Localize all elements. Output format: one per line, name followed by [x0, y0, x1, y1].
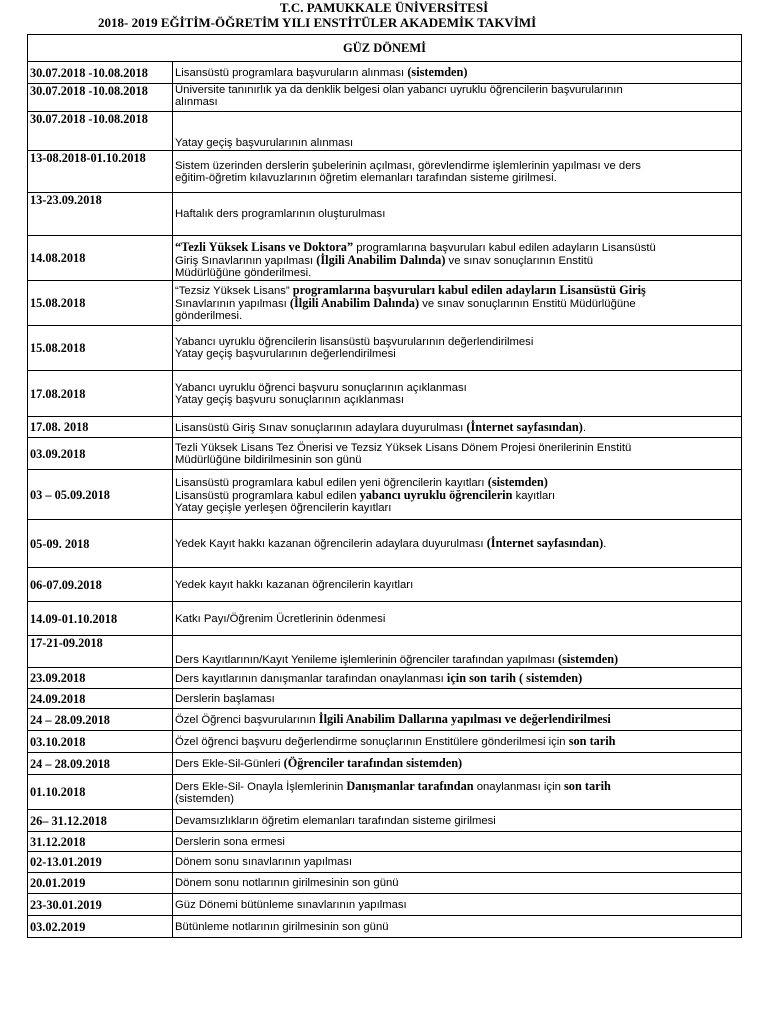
row-date: 24 – 28.09.2018	[28, 753, 173, 775]
description-line	[175, 394, 739, 406]
row-description	[173, 326, 742, 371]
row-date: 03 – 05.09.2018	[28, 470, 173, 520]
row-description	[173, 62, 742, 84]
description-text: kayıtları	[512, 489, 556, 502]
calendar-row	[28, 873, 742, 894]
description-line	[175, 780, 739, 793]
calendar-row	[28, 832, 742, 852]
row-description	[173, 916, 742, 938]
description-line	[175, 66, 739, 79]
description-text: Özel öğrenci başvuru değerlendirme sonuçlarının Enstitülere gönderilmesi için	[175, 736, 569, 748]
row-description	[173, 753, 742, 775]
emphasis-text: (sistemden)	[407, 65, 468, 79]
row-date: 20.01.2019	[28, 873, 173, 894]
row-date: 14.09-01.10.2018	[28, 602, 173, 636]
emphasis-text: için son tarih ( sistemden)	[446, 670, 583, 685]
description-line	[175, 336, 739, 348]
description-line	[175, 442, 739, 454]
description-text: programlarına başvuruları kabul edilen adayların Lisansüstü	[353, 242, 656, 254]
description-line	[175, 815, 739, 827]
description-text: (sistemden)	[175, 792, 235, 805]
description-line	[175, 208, 739, 220]
row-date: 31.12.2018	[28, 832, 173, 852]
calendar-title: 2018- 2019 EĞİTİM-ÖĞRETİM YILI ENSTİTÜLER AKADEMİK TAKVİMİ	[98, 15, 537, 30]
row-description	[173, 852, 742, 873]
row-description	[173, 775, 742, 810]
emphasis-text: yabancı uyruklu öğrencilerin	[359, 487, 513, 502]
row-date: 24 – 28.09.2018	[28, 709, 173, 731]
description-line	[175, 672, 739, 685]
description-text: Yabancı uyruklu öğrencilerin lisansüstü başvurularının değerlendirilmesi	[175, 336, 534, 348]
description-line	[175, 856, 739, 868]
row-date: 01.10.2018	[28, 775, 173, 810]
description-text: Yedek Kayıt hakkı kazanan öğrencilerin adaylara duyurulması	[175, 538, 487, 550]
calendar-row	[28, 810, 742, 832]
row-date: 13-08.2018-01.10.2018	[28, 151, 173, 193]
description-text: Katkı Payı/Öğrenim Ücretlerinin ödenmesi	[175, 612, 386, 625]
description-text: Lisansüstü Giriş Sınav sonuçlarının adaylara duyurulması	[175, 421, 467, 434]
academic-calendar-table	[27, 34, 742, 938]
row-date: 14.08.2018	[28, 236, 173, 281]
row-description	[173, 731, 742, 753]
row-description	[173, 810, 742, 832]
description-line	[175, 693, 739, 705]
calendar-row	[28, 709, 742, 731]
section-header-row	[28, 35, 742, 62]
description-line	[175, 793, 739, 805]
description-text: onaylanması için	[473, 780, 565, 793]
description-text: Ders Ekle-Sil- Onayla İşlemlerinin	[175, 780, 347, 793]
row-description	[173, 689, 742, 709]
description-line	[175, 735, 739, 748]
description-text: eğitim-öğretim kılavuzlarının öğretim elemanları tarafından sisteme girilmesi.	[175, 171, 557, 184]
description-line	[175, 502, 739, 514]
row-date: 17.08.2018	[28, 371, 173, 417]
row-description	[173, 636, 742, 668]
row-description	[173, 568, 742, 602]
emphasis-text: son tarih	[564, 778, 611, 793]
row-description	[173, 668, 742, 689]
row-date: 06-07.09.2018	[28, 568, 173, 602]
calendar-row	[28, 731, 742, 753]
description-line	[175, 137, 739, 149]
description-text: Haftalık ders programlarının oluşturulması	[175, 208, 386, 220]
description-line	[175, 348, 739, 360]
row-description	[173, 873, 742, 894]
calendar-row	[28, 438, 742, 470]
calendar-row	[28, 112, 742, 151]
description-line	[175, 899, 739, 911]
row-description	[173, 151, 742, 193]
description-text: Güz Dönemi bütünleme sınavlarının yapılması	[175, 898, 407, 911]
emphasis-text: (sistemden)	[487, 474, 548, 489]
calendar-row	[28, 916, 742, 938]
description-line	[175, 254, 739, 267]
description-line	[175, 713, 739, 726]
emphasis-text: “Tezli Yüksek Lisans ve Doktora”	[175, 240, 354, 254]
calendar-row	[28, 636, 742, 668]
row-date: 26– 31.12.2018	[28, 810, 173, 832]
description-text: Devamsızlıkların öğretim elemanları tarafından sisteme girilmesi	[175, 814, 496, 827]
description-text: Yatay geçiş başvurularının değerlendirilmesi	[175, 348, 396, 360]
description-line	[175, 537, 739, 550]
row-date: 15.08.2018	[28, 326, 173, 371]
calendar-row	[28, 852, 742, 873]
row-date: 30.07.2018 -10.08.2018	[28, 84, 173, 112]
description-line	[175, 160, 739, 172]
calendar-row	[28, 894, 742, 916]
description-line	[175, 579, 739, 591]
calendar-row	[28, 602, 742, 636]
description-text: Yedek kayıt hakkı kazanan öğrencilerin kayıtları	[175, 578, 414, 591]
row-date: 13-23.09.2018	[28, 193, 173, 236]
calendar-row	[28, 84, 742, 112]
emphasis-text: (İlgili Anabilim Dalında)	[316, 253, 446, 267]
description-line	[175, 836, 739, 848]
description-line	[175, 653, 739, 666]
emphasis-text: (İlgili Anabilim Dalında)	[289, 296, 420, 310]
description-text: ve sınav sonuçlarının Enstitü Müdürlüğüne	[419, 298, 636, 310]
row-description	[173, 894, 742, 916]
description-text: .	[603, 538, 607, 550]
section-title: GÜZ DÖNEMİ	[28, 35, 742, 62]
calendar-row	[28, 753, 742, 775]
description-text: Sınavlarının yapılması	[175, 298, 290, 310]
calendar-row	[28, 417, 742, 438]
emphasis-text: Danışmanlar tarafından	[346, 778, 474, 793]
description-line	[175, 267, 739, 279]
description-line	[175, 921, 739, 933]
row-description	[173, 112, 742, 151]
emphasis-text: (İnternet sayfasından)	[466, 419, 583, 434]
description-text: Yabancı uyruklu öğrenci başvuru sonuçlarının açıklanması	[175, 381, 467, 394]
description-text: Tezli Yüksek Lisans Tez Önerisi ve Tezsiz Yüksek Lisans Dönem Projesi önerilerinin Enstitü	[175, 441, 632, 454]
calendar-body	[28, 35, 742, 938]
row-description	[173, 281, 742, 326]
row-date: 03.10.2018	[28, 731, 173, 753]
calendar-row	[28, 689, 742, 709]
row-date: 30.07.2018 -10.08.2018	[28, 112, 173, 151]
row-date: 03.09.2018	[28, 438, 173, 470]
emphasis-text: programlarına başvuruları kabul edilen adayların Lisansüstü Giriş	[289, 283, 646, 297]
row-description	[173, 236, 742, 281]
description-text: Yatay geçişle yerleşen öğrencilerin kayıtları	[175, 501, 392, 514]
calendar-row	[28, 371, 742, 417]
description-text: Dönem sonu sınavlarının yapılması	[175, 856, 353, 868]
description-text: Sistem üzerinden derslerin şubelerinin açılması, görevlendirme işlemlerinin yapılması ve ders	[175, 159, 641, 172]
description-line	[175, 489, 739, 502]
row-description	[173, 832, 742, 852]
description-text: Lisansüstü programlara kabul edilen	[175, 489, 360, 502]
description-text: “Tezsiz Yüksek Lisans”	[175, 285, 290, 297]
calendar-row	[28, 151, 742, 193]
description-line	[175, 757, 739, 770]
description-text: Derslerin başlaması	[175, 692, 275, 705]
description-text: Yatay geçiş başvurularının alınması	[175, 137, 354, 149]
calendar-row	[28, 281, 742, 326]
emphasis-text: (Öğrenciler tarafından sistemden)	[283, 756, 463, 770]
description-line	[175, 613, 739, 625]
row-description	[173, 520, 742, 568]
description-text: Dönem sonu notlarının girilmesinin son günü	[175, 877, 399, 889]
calendar-row	[28, 193, 742, 236]
description-line	[175, 382, 739, 394]
description-line	[175, 172, 739, 184]
description-text: Özel Öğrenci başvurularının	[175, 714, 319, 726]
calendar-row	[28, 326, 742, 371]
row-date: 23-30.01.2019	[28, 894, 173, 916]
description-text: .	[582, 421, 586, 434]
emphasis-text: (sistemden)	[558, 652, 619, 666]
description-line	[175, 96, 739, 108]
row-date: 23.09.2018	[28, 668, 173, 689]
emphasis-text: son tarih	[568, 734, 616, 748]
description-line	[175, 877, 739, 889]
row-date: 24.09.2018	[28, 689, 173, 709]
emphasis-text: (İnternet sayfasından)	[486, 536, 604, 550]
description-text: alınması	[175, 96, 218, 108]
row-description	[173, 438, 742, 470]
row-date: 02-13.01.2019	[28, 852, 173, 873]
row-description	[173, 709, 742, 731]
description-line	[175, 297, 739, 310]
description-text: Ders Kayıtlarının/Kayıt Yenileme işlemlerinin öğrenciler tarafından yapılması	[175, 654, 559, 666]
description-line	[175, 241, 739, 254]
description-text: Lisansüstü programlara kabul edilen yeni öğrencilerin kayıtları	[175, 476, 488, 489]
calendar-row	[28, 470, 742, 520]
description-text: Derslerin sona ermesi	[175, 835, 285, 848]
description-text: Ders Ekle-Sil-Günleri	[175, 758, 284, 770]
description-line	[175, 284, 739, 297]
description-text: Müdürlüğüne gönderilmesi.	[175, 267, 312, 279]
row-description	[173, 371, 742, 417]
description-line	[175, 310, 739, 322]
description-text: Üniversite tanınırlık ya da denklik belgesi olan yabancı uyruklu öğrencilerin başvurularının	[175, 84, 623, 96]
description-text: Lisansüstü programlara başvuruların alınması	[175, 67, 408, 79]
calendar-row	[28, 568, 742, 602]
calendar-row	[28, 62, 742, 84]
emphasis-text: İlgili Anabilim Dallarına yapılması ve değerlendirilmesi	[318, 712, 611, 726]
description-text: Giriş Sınavlarının yapılması	[175, 255, 317, 267]
row-description	[173, 193, 742, 236]
row-description	[173, 602, 742, 636]
calendar-row	[28, 520, 742, 568]
calendar-row	[28, 775, 742, 810]
row-date: 03.02.2019	[28, 916, 173, 938]
description-text: Ders kayıtlarının danışmanlar tarafından onaylanması	[175, 672, 447, 685]
description-text: ve sınav sonuçlarının Enstitü	[445, 255, 593, 267]
description-text: Bütünleme notlarının girilmesinin son günü	[175, 920, 389, 933]
description-line	[175, 454, 739, 466]
description-line	[175, 421, 739, 434]
row-date: 17.08. 2018	[28, 417, 173, 438]
description-line	[175, 84, 739, 96]
row-date: 05-09. 2018	[28, 520, 173, 568]
calendar-row	[28, 668, 742, 689]
row-description	[173, 470, 742, 520]
row-description	[173, 84, 742, 112]
description-text: Yatay geçiş başvuru sonuçlarının açıklanması	[175, 393, 404, 406]
university-title: T.C. PAMUKKALE ÜNİVERSİTESİ	[279, 0, 489, 15]
row-date: 15.08.2018	[28, 281, 173, 326]
row-date: 30.07.2018 -10.08.2018	[28, 62, 173, 84]
row-description	[173, 417, 742, 438]
row-date: 17-21-09.2018	[28, 636, 173, 668]
description-text: Müdürlüğüne bildirilmesinin son günü	[175, 453, 362, 466]
calendar-row	[28, 236, 742, 281]
description-text: gönderilmesi.	[175, 310, 243, 322]
